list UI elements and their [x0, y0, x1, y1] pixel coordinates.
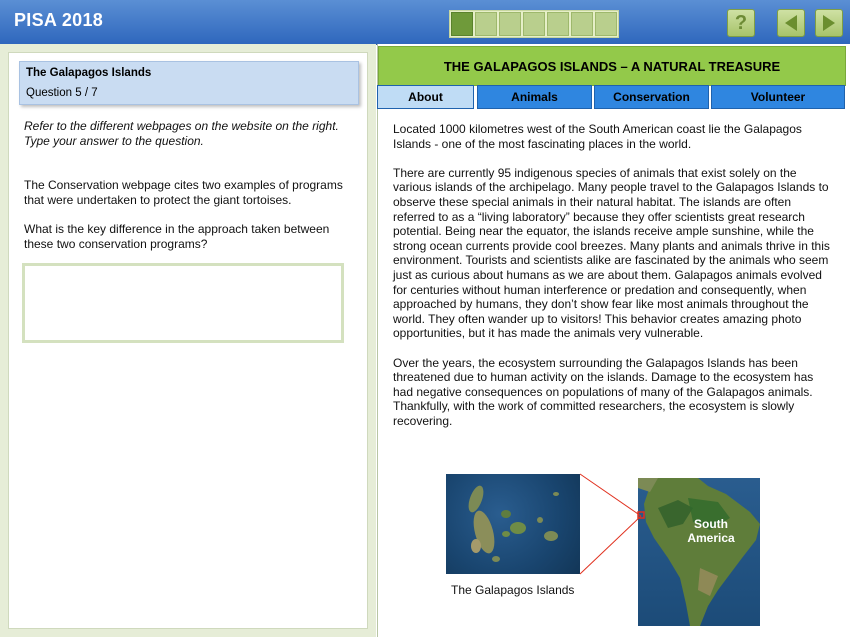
content-paragraph: There are currently 95 indigenous species of animals that exist solely on the various islands of the archipelago. Many people travel to the Galapagos Islands to observe these special animals in their natural habitat. The islands are often referred to as a “living laboratory” because they offer scientists great research potential. Being near the equator, the islands receive ample sunshine, while the strong ocean currents provide cool breezes. Many plants and animals thrive in this environment. Tourists and scientists alike are fascinated by the animals who seem just as curious about humans as we are about them. Galapagos animals evolved for centuries without human interference or predation and consequently, when approached by humans, they don’t show fear like most animals throughout the world. They often wander up to visitors! This behavior creates amazing photo opportunities, but it has made the animals very vulnerable. — [393, 165, 830, 341]
triangle-right-icon — [821, 14, 837, 32]
tab-volunteer[interactable]: Volunteer — [711, 85, 845, 109]
question-mark-icon: ? — [734, 11, 748, 34]
website-header: THE GALAPAGOS ISLANDS – A NATURAL TREASURE — [378, 46, 846, 86]
progress-segment — [499, 12, 521, 36]
question-instructions: Refer to the different webpages on the website on the right. Type your answer to the question. — [24, 119, 339, 148]
content-paragraph: Over the years, the ecosystem surrounding the Galapagos Islands has been threatened due to human activity on the islands. Damage to the ecosystem has had negative consequences on populations of many of the Galapagos animals. Thankfully, with the work of committed researchers, the ecosystem is slowly recovering. — [393, 355, 814, 428]
question-prompt-context: The Conservation webpage cites two examples of programs that were undertaken to protect the giant tortoises. — [24, 178, 343, 207]
question-title: The Galapagos Islands — [26, 67, 152, 79]
website-content — [393, 122, 833, 443]
progress-segment — [547, 12, 569, 36]
triangle-left-icon — [783, 14, 799, 32]
question-number: Question 5 / 7 — [26, 87, 98, 99]
map-label: South America — [687, 517, 735, 545]
progress-segment — [475, 12, 497, 36]
progress-segment — [571, 12, 593, 36]
image-caption: The Galapagos Islands — [451, 583, 575, 597]
south-america-map — [638, 478, 760, 626]
next-button[interactable] — [815, 9, 843, 37]
app-title: PISA 2018 — [14, 10, 104, 30]
question-prompt: What is the key difference in the approach taken between these two conservation programs? — [24, 222, 330, 251]
tab-about[interactable]: About — [377, 85, 474, 109]
tab-conservation[interactable]: Conservation — [594, 85, 709, 109]
galapagos-satellite-image — [446, 474, 580, 574]
progress-bar — [449, 10, 619, 38]
top-bar — [0, 0, 850, 45]
progress-segment — [451, 12, 473, 36]
progress-segment — [595, 12, 617, 36]
previous-button[interactable] — [777, 9, 805, 37]
content-paragraph: Located 1000 kilometres west of the South American coast lie the Galapagos Islands - one of the most fascinating places in the world. — [393, 122, 802, 151]
help-button[interactable] — [727, 9, 755, 37]
progress-segment — [523, 12, 545, 36]
question-header — [19, 61, 359, 105]
tab-animals[interactable]: Animals — [477, 85, 592, 109]
answer-input[interactable] — [22, 263, 344, 343]
